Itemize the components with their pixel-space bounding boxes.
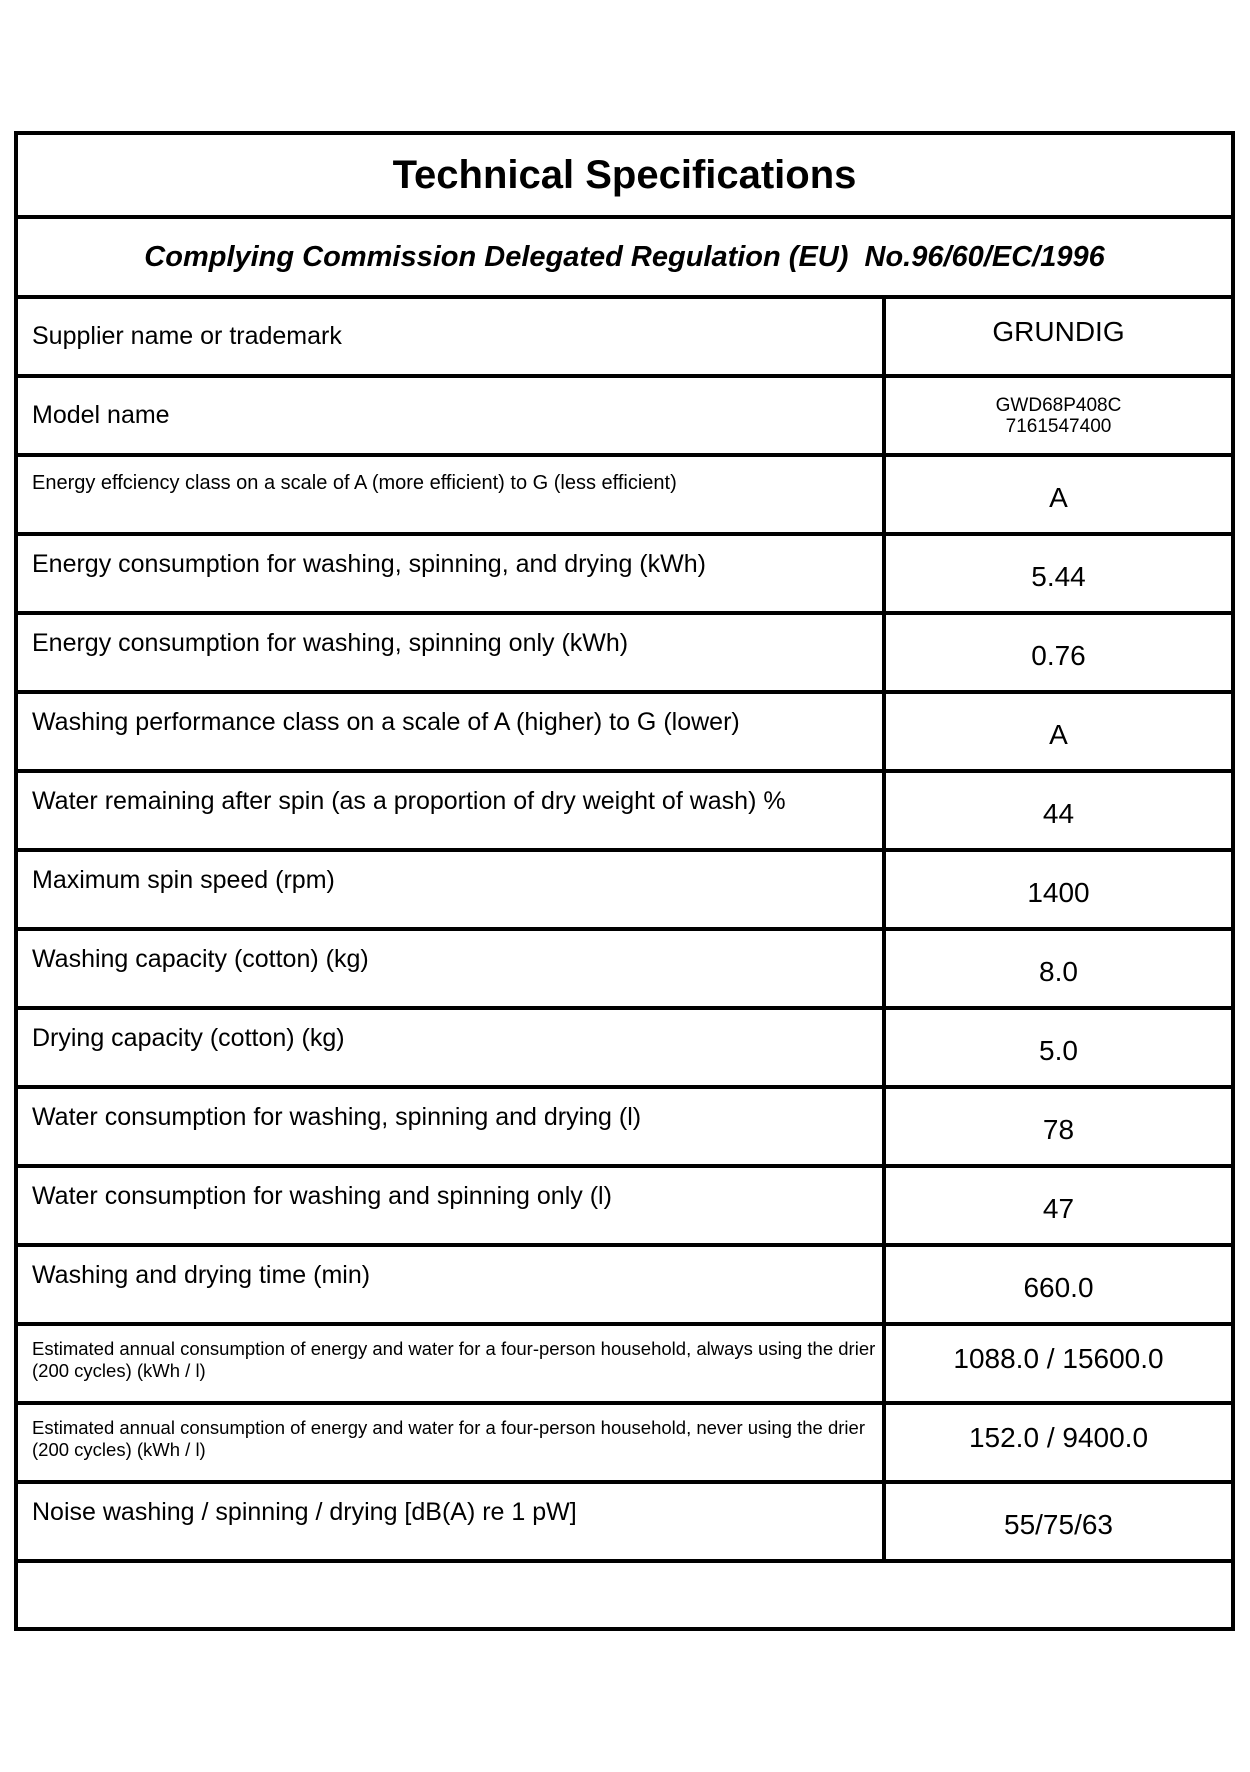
spec-label: Washing performance class on a scale of A (higher) to G (lower)	[18, 694, 886, 769]
spec-label: Model name	[18, 378, 886, 453]
spec-label: Washing capacity (cotton) (kg)	[18, 931, 886, 1006]
spec-row-water-wash-spin	[18, 1168, 1231, 1247]
spec-label: Energy consumption for washing, spinning, and drying (kWh)	[18, 536, 886, 611]
spec-label: Water consumption for washing and spinning only (l)	[18, 1168, 886, 1243]
spec-row-spin-speed	[18, 852, 1231, 931]
spec-value: 78	[1042, 1113, 1075, 1145]
spec-label: Energy consumption for washing, spinning only (kWh)	[18, 615, 886, 690]
spec-row-energy-wash-spin-dry	[18, 536, 1231, 615]
spec-label: Supplier name or trademark	[18, 299, 886, 374]
spec-row-energy-wash-spin	[18, 615, 1231, 694]
regulation-subtitle: Complying Commission Delegated Regulation (EU) No.96/60/EC/1996	[18, 219, 1231, 299]
spec-label: Energy effciency class on a scale of A (more efficient) to G (less efficient)	[18, 457, 886, 532]
spec-value: 5.0	[1039, 1034, 1078, 1066]
spec-row-washing-capacity	[18, 931, 1231, 1010]
spec-row-annual-without-drier	[18, 1405, 1231, 1484]
spec-row-drying-capacity	[18, 1010, 1231, 1089]
spec-row-annual-with-drier	[18, 1326, 1231, 1405]
spec-row-water-wash-spin-dry	[18, 1089, 1231, 1168]
spec-row-wash-dry-time	[18, 1247, 1231, 1326]
document-title: Technical Specifications	[18, 135, 1231, 219]
spec-label: Washing and drying time (min)	[18, 1247, 886, 1322]
empty-footer-row	[18, 1563, 1231, 1627]
spec-value: 1088.0 / 15600.0	[953, 1342, 1164, 1374]
spec-value: 44	[1042, 797, 1075, 829]
spec-value: A	[1049, 718, 1068, 750]
spec-row-energy-class	[18, 457, 1231, 536]
spec-value: 660.0	[1023, 1271, 1094, 1303]
spec-row-noise	[18, 1484, 1231, 1563]
spec-row-washing-class	[18, 694, 1231, 773]
spec-label: Maximum spin speed (rpm)	[18, 852, 886, 927]
spec-label: Noise washing / spinning / drying [dB(A) re 1 pW]	[18, 1484, 886, 1559]
model-number-value: 7161547400	[1005, 415, 1112, 437]
spec-sheet	[14, 131, 1235, 1631]
spec-row-supplier	[18, 299, 1231, 378]
spec-label: Drying capacity (cotton) (kg)	[18, 1010, 886, 1085]
spec-label: Water consumption for washing, spinning and drying (l)	[18, 1089, 886, 1164]
spec-label: Estimated annual consumption of energy and water for a four-person household, always using the drier (200 cycles) (kWh / l)	[18, 1326, 886, 1401]
spec-value: GRUNDIG	[992, 315, 1125, 347]
spec-row-water-remaining	[18, 773, 1231, 852]
spec-value: 8.0	[1039, 955, 1078, 987]
spec-value: A	[1049, 481, 1068, 513]
spec-label: Water remaining after spin (as a proportion of dry weight of wash) %	[18, 773, 886, 848]
spec-value: 5.44	[1031, 560, 1086, 592]
spec-value: 47	[1042, 1192, 1075, 1224]
spec-value: 0.76	[1031, 639, 1086, 671]
spec-value: 1400	[1027, 876, 1090, 908]
spec-value	[886, 378, 1231, 453]
model-name-value: GWD68P408C	[995, 394, 1122, 416]
spec-label: Estimated annual consumption of energy and water for a four-person household, never using the drier (200 cycles) (kWh / l)	[18, 1405, 886, 1480]
spec-row-model	[18, 378, 1231, 457]
spec-value: 152.0 / 9400.0	[968, 1421, 1149, 1453]
spec-value: 55/75/63	[1004, 1508, 1113, 1540]
